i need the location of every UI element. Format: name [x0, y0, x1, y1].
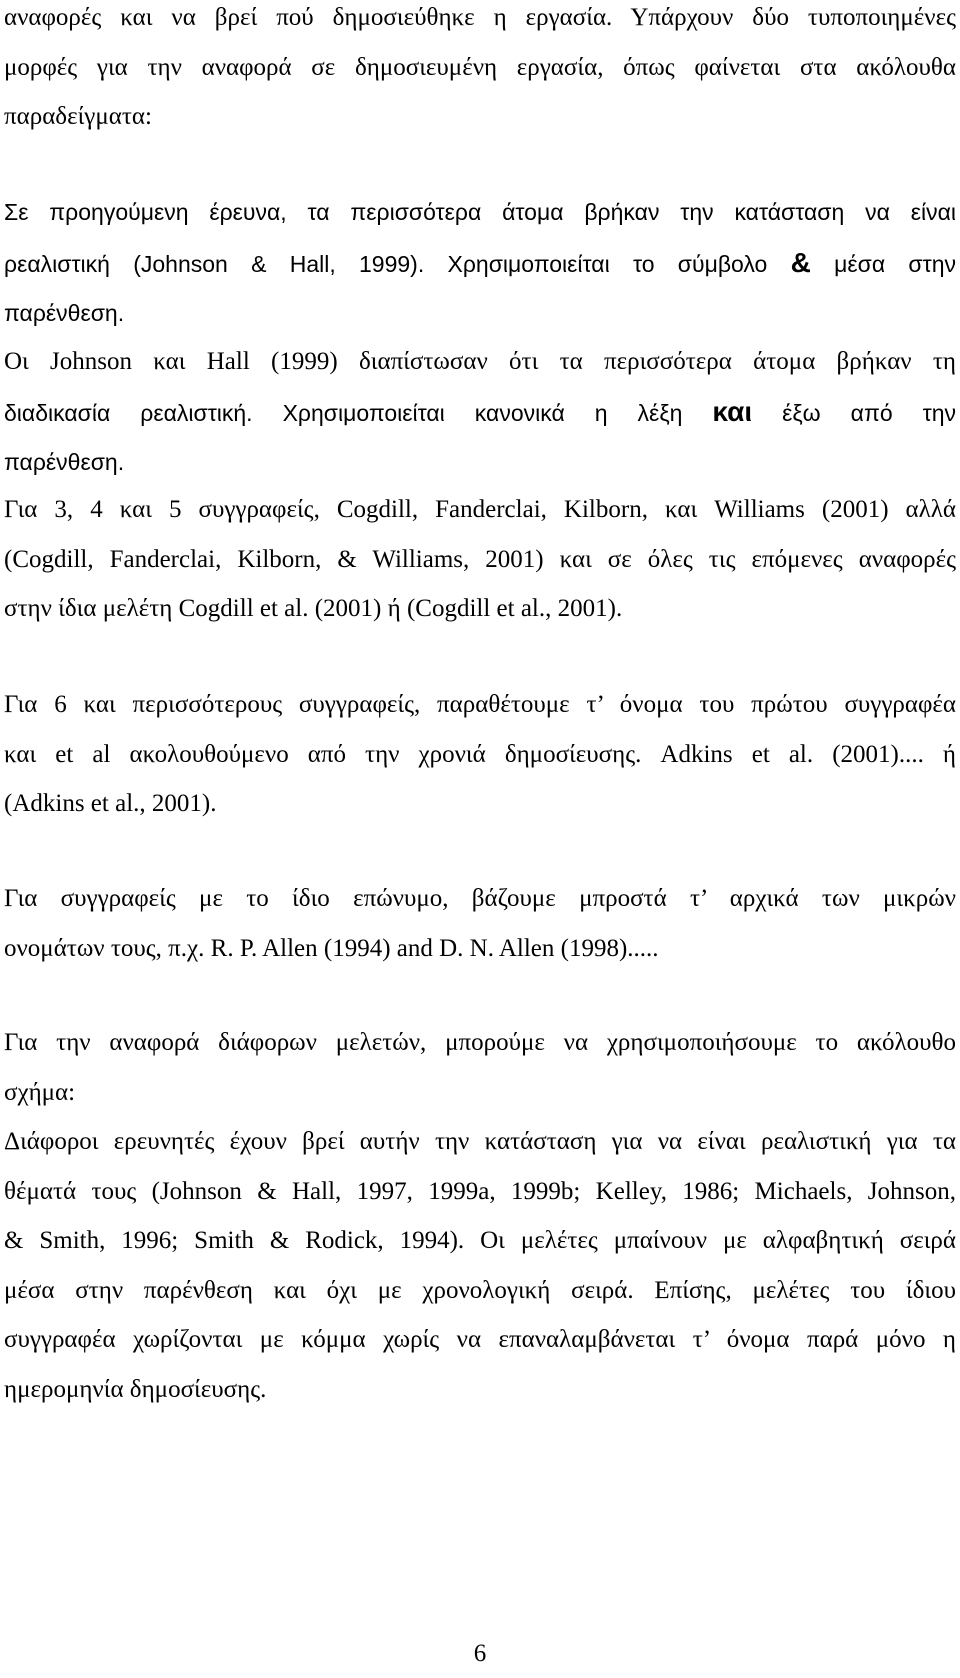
multiple-studies-paragraph	[4, 1018, 956, 1117]
text-line: ονομάτων τους, π.χ. R. P. Allen (1994) and D. N. Allen (1998).....	[4, 934, 659, 962]
three-to-five-authors-paragraph	[4, 485, 956, 634]
text-line: στην ίδια μελέτη Cogdill et al. (2001) ή (Cogdill et al., 2001).	[4, 595, 623, 622]
text-line: παρένθεση.	[4, 449, 125, 475]
example-parenthetical-paragraph	[4, 188, 956, 339]
intro-paragraph	[4, 0, 956, 142]
text-line: Σε προηγούμενη έρευνα, τα περισσότερα άτομα βρήκαν την κατάσταση να είναι	[4, 199, 956, 225]
ampersand-emphasis: &	[790, 246, 811, 278]
example-narrative-paragraph	[4, 337, 956, 488]
same-surname-paragraph	[4, 874, 956, 973]
text-line: συγγραφέα χωρίζονται με κόμμα χωρίς να επαναλαμβάνεται τ’ όνομα παρά μόνο η	[4, 1326, 956, 1353]
text-segment: έξω από την	[782, 399, 956, 426]
page-number: 6	[473, 1640, 487, 1667]
text-line: Διάφοροι ερευνητές έχουν βρεί αυτήν την κατάσταση για να είναι ρεαλιστική για τα	[4, 1128, 956, 1155]
text-line: (Adkins et al., 2001).	[4, 790, 217, 817]
text-line: Οι Johnson και Hall (1999) διαπίστωσαν ότι τα περισσότερα άτομα βρήκαν τη	[4, 348, 956, 375]
text-line: ημερομηνία δημοσίευσης.	[4, 1375, 267, 1403]
text-segment: ρεαλιστική (Johnson & Hall, 1999). Χρησιμοποιείται το σύμβολο	[4, 250, 768, 277]
text-line: και et al ακολουθούμενο από την χρονιά δημοσίευσης. Adkins et al. (2001).... ή	[4, 740, 956, 768]
text-line: παραδείγματα:	[4, 103, 152, 130]
text-segment: διαδικασία ρεαλιστική. Χρησιμοποιείται κανονικά η λέξη	[4, 399, 683, 426]
text-segment: μέσα στην	[834, 250, 957, 277]
text-line: θέματά τους (Johnson & Hall, 1997, 1999a, 1999b; Kelley, 1986; Michaels, Johnson,	[4, 1177, 956, 1205]
text-line: αναφορές και να βρεί πού δημοσιεύθηκε η εργασία. Υπάρχουν δύο τυποποιημένες	[4, 4, 956, 31]
text-line: σχήμα:	[4, 1078, 76, 1106]
text-line: Για 3, 4 και 5 συγγραφείς, Cogdill, Fanderclai, Kilborn, και Williams (2001) αλλά	[4, 496, 956, 523]
text-line: (Cogdill, Fanderclai, Kilborn, & Williams, 2001) και σε όλες τις επόμενες αναφορές	[4, 545, 956, 573]
text-line: μορφές για την αναφορά σε δημοσιευμένη εργασία, όπως φαίνεται στα ακόλουθα	[4, 53, 956, 81]
text-line: Για την αναφορά διάφορων μελετών, μπορούμε να χρησιμοποιήσουμε το ακόλουθο	[4, 1029, 956, 1056]
six-authors-paragraph	[4, 680, 956, 829]
text-line: παρένθεση.	[4, 300, 125, 326]
text-line: μέσα στην παρένθεση και όχι με χρονολογική σειρά. Επίσης, μελέτες του ίδιου	[4, 1276, 956, 1304]
multiple-studies-example-paragraph	[4, 1117, 956, 1414]
text-line	[4, 387, 956, 439]
kai-emphasis: και	[712, 395, 753, 427]
text-line: Για 6 και περισσότερους συγγραφείς, παραθέτουμε τ’ όνομα του πρώτου συγγραφέα	[4, 691, 956, 718]
text-line: Για συγγραφείς με το ίδιο επώνυμο, βάζουμε μπροστά τ’ αρχικά των μικρών	[4, 885, 956, 912]
text-line: & Smith, 1996; Smith & Rodick, 1994). Οι μελέτες μπαίνουν με αλφαβητική σειρά	[4, 1227, 956, 1254]
text-line	[4, 238, 956, 290]
